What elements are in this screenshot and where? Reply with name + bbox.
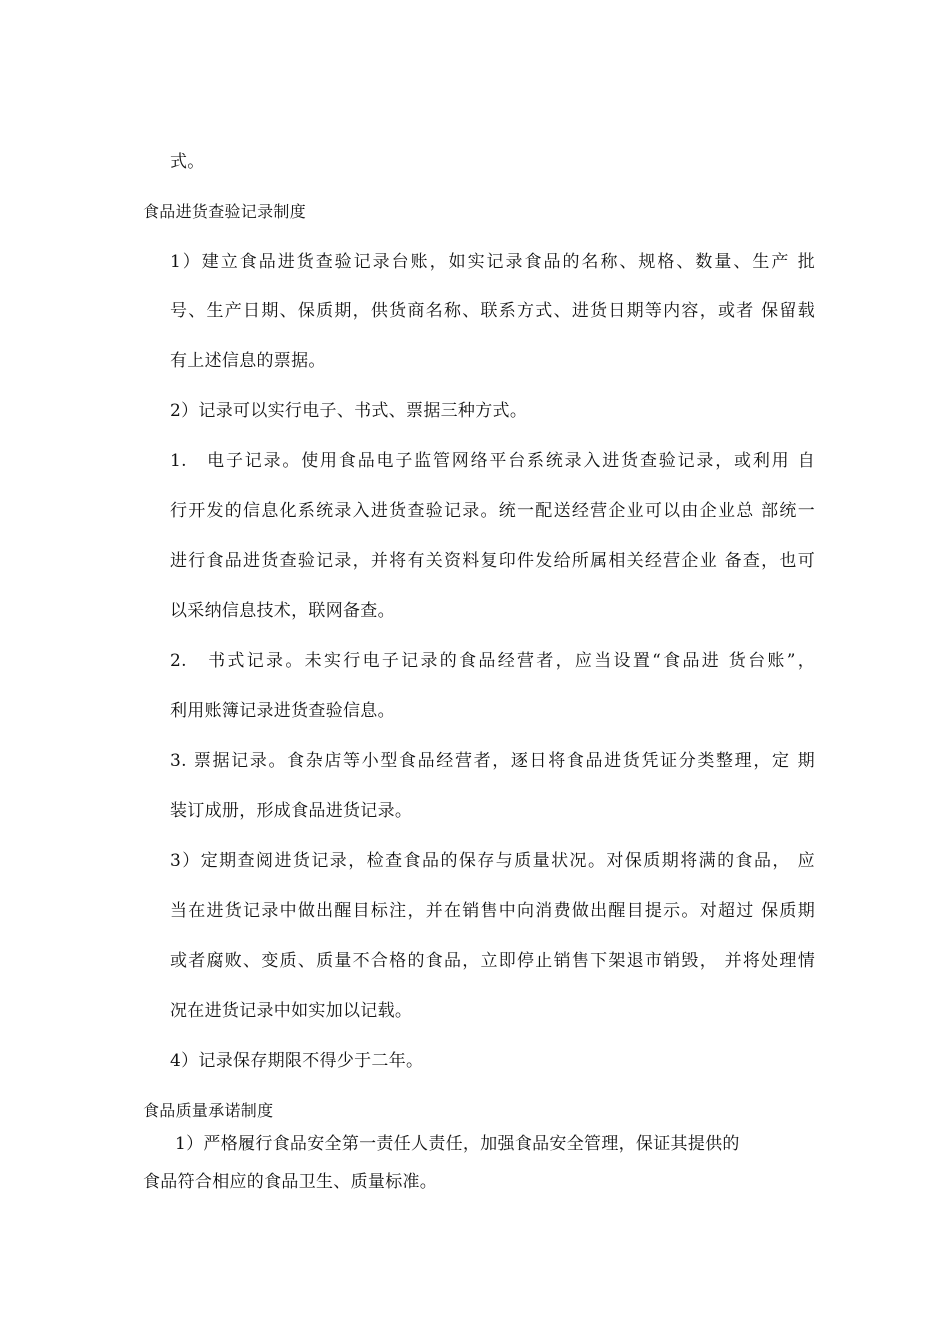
paragraph-line: 1）建立食品进货查验记录台账，如实记录食品的名称、规格、数量、生产 批	[170, 252, 815, 272]
list-item-line: 进行食品进货查验记录，并将有关资料复印件发给所属相关经营企业 备查，也可	[170, 551, 815, 571]
list-item-line: 行开发的信息化系统录入进货查验记录。统一配送经营企业可以由企业总 部统一	[170, 501, 815, 521]
paragraph-line: 2）记录可以实行电子、书式、票据三种方式。	[170, 401, 528, 421]
list-item-line: 以采纳信息技术，联网备查。	[170, 601, 395, 621]
list-item-line: 2. 书式记录。未实行电子记录的食品经营者，应当设置“食品进 货台账”，	[170, 651, 815, 671]
paragraph-line: 3）定期查阅进货记录，检查食品的保存与质量状况。对保质期将满的食品， 应	[170, 851, 815, 871]
list-item-line: 1. 电子记录。使用食品电子监管网络平台系统录入进货查验记录，或利用 自	[170, 451, 815, 471]
paragraph-line: 有上述信息的票据。	[170, 351, 326, 371]
paragraph-line: 4）记录保存期限不得少于二年。	[170, 1051, 424, 1071]
fragment-text: 式。	[170, 152, 205, 172]
paragraph-line: 当在进货记录中做出醒目标注，并在销售中向消费做出醒目提示。对超过 保质期	[170, 901, 815, 921]
list-item-line: 3. 票据记录。食杂店等小型食品经营者，逐日将食品进货凭证分类整理，定 期	[170, 751, 815, 771]
paragraph-line: 食品符合相应的食品卫生、质量标准。	[143, 1172, 438, 1192]
paragraph-line: 1）严格履行食品安全第一责任人责任，加强食品安全管理，保证其提供的	[175, 1134, 740, 1154]
paragraph-line: 况在进货记录中如实加以记载。	[170, 1001, 413, 1021]
paragraph-line: 号、生产日期、保质期，供货商名称、联系方式、进货日期等内容，或者 保留载	[170, 301, 815, 321]
list-item-line: 装订成册，形成食品进货记录。	[170, 801, 413, 821]
list-item-line: 利用账簿记录进货查验信息。	[170, 701, 395, 721]
section-title-purchase-inspection: 食品进货查验记录制度	[143, 202, 307, 221]
paragraph-line: 或者腐败、变质、质量不合格的食品，立即停止销售下架退市销毁， 并将处理情	[170, 951, 815, 971]
section-title-quality-commitment: 食品质量承诺制度	[143, 1101, 274, 1120]
